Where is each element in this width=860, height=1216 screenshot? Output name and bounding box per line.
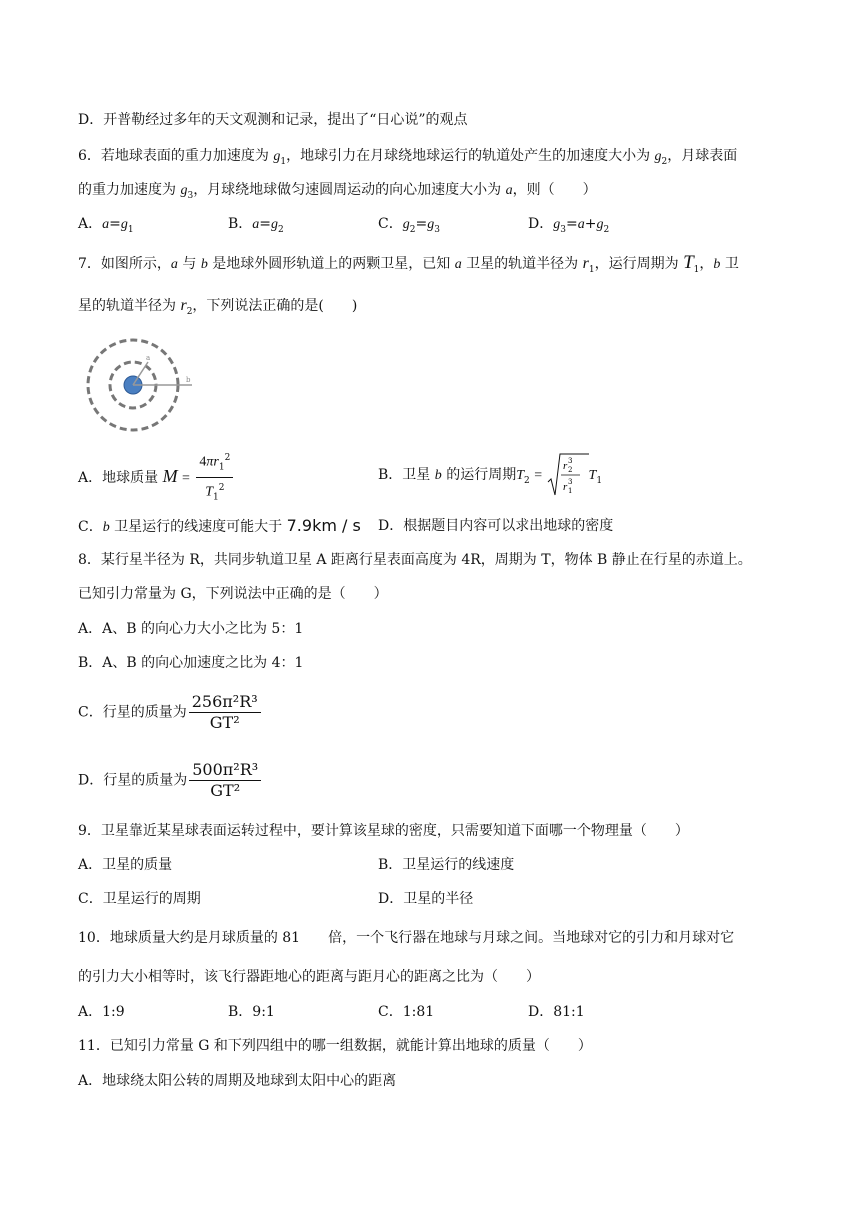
q8-c-denominator: GT² xyxy=(209,713,240,732)
q8-stem-line1: 8．某行星半径为 R，共同步轨道卫星 A 距离行星表面高度为 4R，周期为 T，物体 B 静止在行星的赤道上。 xyxy=(78,552,752,568)
q9-option-d: D．卫星的半径 xyxy=(378,891,474,907)
q6-option-c: C．$g_2=g_3$ xyxy=(378,216,440,235)
q7-option-a: A．地球质量 M = $\frac{4\pi r_1^2}{T_1^2}$ xyxy=(78,448,235,508)
svg-text:b: b xyxy=(186,376,191,384)
q8-option-b: B．A、B 的向心加速度之比为 4：1 xyxy=(78,655,304,671)
q8-d-numerator: 500π²R³ xyxy=(189,760,261,781)
svg-text:2: 2 xyxy=(567,466,573,474)
q8-c-numerator: 256π²R³ xyxy=(189,692,261,713)
q9-option-c: C．卫星运行的周期 xyxy=(78,891,201,907)
svg-text:3: 3 xyxy=(567,457,573,465)
q5-option-d: D．开普勒经过多年的天文观测和记录，提出了“日心说”的观点 xyxy=(78,112,468,128)
q8-option-a: A．A、B 的向心力大小之比为 5：1 xyxy=(78,621,304,637)
svg-text:a: a xyxy=(146,354,151,362)
q7-option-b: B．卫星 b 的运行周期$T_2$ = r 2 3 r 1 3 $T_1$ xyxy=(378,452,602,498)
q7-option-c: C．b 卫星运行的线速度可能大于 7.9km / s xyxy=(78,516,361,535)
orbit-diagram xyxy=(82,332,192,432)
q10-stem-line1: 10．地球质量大约是月球质量的 81 倍，一个飞行器在地球与月球之间。当地球对它的引力和月球对它 xyxy=(78,930,735,946)
q10-option-c: C．1:81 xyxy=(378,1004,435,1020)
q8-option-d: D．行星的质量为 $\frac{\text{500π²R³}}{\text{GT²}}$ xyxy=(78,760,263,801)
q8-d-denominator: GT² xyxy=(210,781,241,800)
q9-option-b: B．卫星运行的线速度 xyxy=(378,857,515,873)
q10-option-b: B．9:1 xyxy=(228,1004,275,1020)
q8-stem-line2: 已知引力常量为 G，下列说法中正确的是（ ） xyxy=(78,586,388,602)
q11-stem: 11．已知引力常量 G 和下列四组中的哪一组数据，就能计算出地球的质量（ ） xyxy=(78,1038,592,1054)
q10-option-d: D．81:1 xyxy=(528,1004,585,1020)
q6-option-d: D．$g_3=a+g_2$ xyxy=(528,216,610,235)
svg-text:1: 1 xyxy=(567,487,573,495)
sqrt-symbol xyxy=(547,452,589,498)
q9-stem: 9．卫星靠近某星球表面运转过程中，要计算该星球的密度，只需要知道下面哪一个物理量（ ） xyxy=(78,823,689,839)
q9-option-a: A．卫星的质量 xyxy=(78,857,173,873)
q7-stem-line1: 7．如图所示，a 与 b 是地球外圆形轨道上的两颗卫星，已知 a 卫星的轨道半径为 $r_1$，运行周期为 $T_1$，b 卫 xyxy=(78,252,739,275)
q11-option-a: A．地球绕太阳公转的周期及地球到太阳中心的距离 xyxy=(78,1073,397,1089)
q6-option-b: B．$a=g_2$ xyxy=(228,216,284,235)
q7-option-d: D．根据题目内容可以求出地球的密度 xyxy=(378,518,614,534)
q10-stem-line2: 的引力大小相等时，该飞行器距地心的距离与距月心的距离之比为（ ） xyxy=(78,969,540,985)
svg-text:3: 3 xyxy=(567,478,573,486)
q8-option-c: C．行星的质量为 $\frac{\text{256π²R³}}{\text{GT²}}$ xyxy=(78,692,263,733)
svg-text:r: r xyxy=(562,481,567,493)
q10-option-a: A．1:9 xyxy=(78,1004,125,1020)
svg-text:r: r xyxy=(562,460,567,472)
q6-stem-line1: 6．若地球表面的重力加速度为 $g_1$，地球引力在月球绕地球运行的轨道处产生的加速度大小为 $g_2$，月球表面 xyxy=(78,148,738,167)
q7-stem-line2: 星的轨道半径为 $r_2$，下列说法正确的是( ) xyxy=(78,297,358,317)
q6-stem-line2: 的重力加速度为 $g_3$，月球绕地球做匀速圆周运动的向心加速度大小为 a，则（ ） xyxy=(78,182,597,201)
q6-option-a: A．$a=g_1$ xyxy=(78,216,134,235)
